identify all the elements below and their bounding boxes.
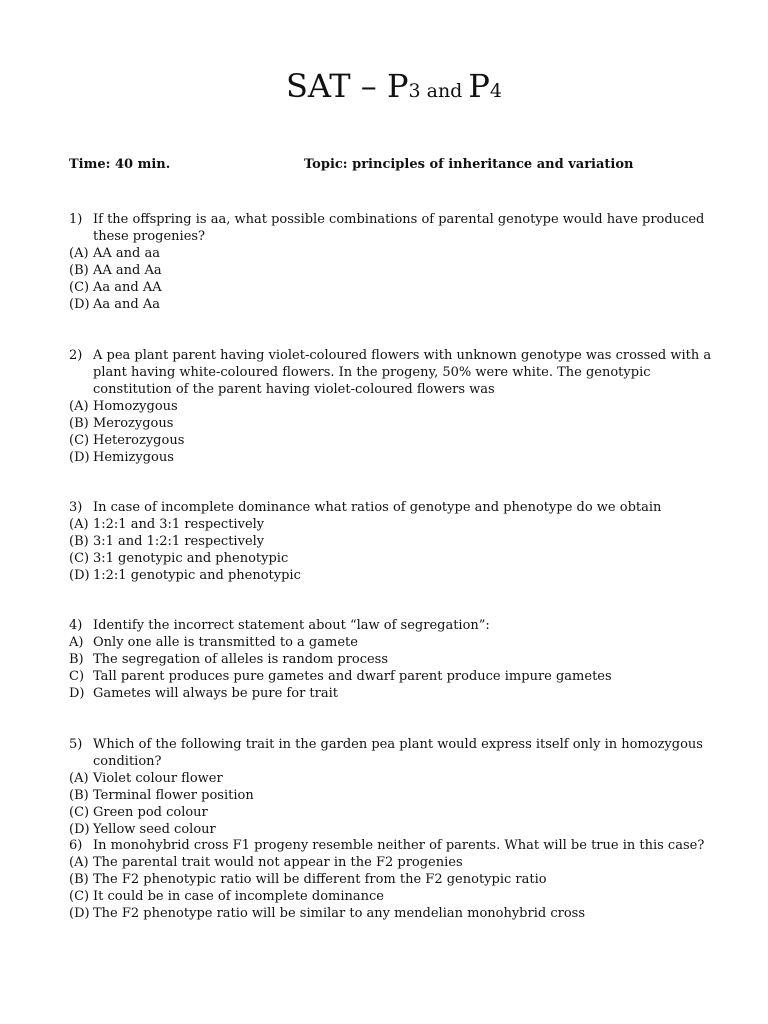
option-letter: B): [69, 652, 84, 667]
option-letter: (B): [69, 788, 89, 803]
question-2: [69, 347, 729, 466]
option-a: [69, 245, 729, 262]
option-b: [69, 787, 729, 804]
title-main: SAT – P: [285, 67, 409, 105]
question-stem: [69, 736, 729, 770]
option-d: [69, 567, 729, 584]
option-text: Yellow seed colour: [93, 822, 216, 837]
question-number: 4): [69, 618, 83, 633]
question-number: 3): [69, 500, 83, 515]
option-letter: (B): [69, 263, 89, 278]
option-a: [69, 770, 729, 787]
option-b: [69, 415, 729, 432]
option-letter: (D): [69, 450, 90, 465]
question-number: 6): [69, 838, 83, 853]
option-b: [69, 651, 729, 668]
topic-label: Topic: principles of inheritance and variation: [304, 157, 634, 172]
option-letter: (C): [69, 805, 90, 820]
option-text: Hemizygous: [93, 450, 174, 465]
option-letter: (A): [69, 246, 89, 261]
question-number: 1): [69, 212, 83, 227]
option-letter: (D): [69, 568, 90, 583]
page-title: [0, 66, 768, 111]
question-3: [69, 499, 729, 584]
option-text: The parental trait would not appear in the F2 progenies: [93, 855, 463, 870]
option-letter: A): [69, 635, 84, 650]
option-text: It could be in case of incomplete dominance: [93, 889, 384, 904]
option-text: Merozygous: [93, 416, 174, 431]
option-text: Gametes will always be pure for trait: [93, 686, 338, 701]
option-a: [69, 854, 729, 871]
question-6: [69, 837, 729, 922]
option-letter: (A): [69, 855, 89, 870]
question-4: [69, 617, 729, 702]
option-letter: D): [69, 686, 85, 701]
option-text: 3:1 genotypic and phenotypic: [93, 551, 289, 566]
option-c: [69, 279, 729, 296]
option-letter: (A): [69, 517, 89, 532]
option-text: Only one alle is transmitted to a gamete: [93, 635, 358, 650]
title-subscript-3: 3 and: [408, 80, 469, 102]
option-text: AA and aa: [93, 246, 160, 261]
option-text: The F2 phenotypic ratio will be different from the F2 genotypic ratio: [93, 872, 547, 887]
question-number: 5): [69, 737, 83, 752]
option-text: 1:2:1 genotypic and phenotypic: [93, 568, 301, 583]
option-letter: (C): [69, 280, 90, 295]
option-a: [69, 516, 729, 533]
option-d: [69, 905, 729, 922]
option-d: [69, 821, 729, 838]
option-text: 1:2:1 and 3:1 respectively: [93, 517, 265, 532]
option-c: [69, 432, 729, 449]
option-text: The F2 phenotype ratio will be similar to any mendelian monohybrid cross: [93, 906, 585, 921]
option-text: Heterozygous: [93, 433, 185, 448]
option-b: [69, 533, 729, 550]
option-letter: (C): [69, 433, 90, 448]
option-text: Terminal flower position: [93, 788, 254, 803]
option-a: [69, 634, 729, 651]
option-letter: (A): [69, 399, 89, 414]
option-c: [69, 804, 729, 821]
option-letter: (C): [69, 889, 90, 904]
question-stem: [69, 617, 729, 634]
option-text: 3:1 and 1:2:1 respectively: [93, 534, 265, 549]
question-text: In case of incomplete dominance what ratios of genotype and phenotype do we obtain: [93, 500, 662, 515]
option-letter: (C): [69, 551, 90, 566]
option-text: Aa and Aa: [93, 297, 160, 312]
question-number: 2): [69, 348, 83, 363]
option-letter: (D): [69, 906, 90, 921]
option-d: [69, 449, 729, 466]
time-label: Time: 40 min.: [69, 157, 171, 172]
question-5: [69, 736, 729, 838]
option-c: [69, 668, 729, 685]
question-text: If the offspring is aa, what possible combinations of parental genotype would have produced these progenies?: [93, 212, 705, 244]
option-text: Violet colour flower: [93, 771, 223, 786]
question-text: Identify the incorrect statement about “law of segregation”:: [93, 618, 490, 633]
option-text: Aa and AA: [93, 280, 162, 295]
option-c: [69, 550, 729, 567]
option-letter: (D): [69, 297, 90, 312]
option-d: [69, 296, 729, 313]
option-letter: (B): [69, 416, 89, 431]
option-letter: (A): [69, 771, 89, 786]
question-text: In monohybrid cross F1 progeny resemble neither of parents. What will be true in this case?: [93, 838, 705, 853]
question-stem: [69, 211, 729, 245]
option-text: AA and Aa: [93, 263, 162, 278]
option-text: Homozygous: [93, 399, 178, 414]
option-a: [69, 398, 729, 415]
question-text: A pea plant parent having violet-coloured flowers with unknown genotype was crossed with a plant having white-coloured flowers. In the progeny, 50% were white. The genotypic constitution of the parent having violet-coloured flowers was: [93, 348, 712, 397]
question-text: Which of the following trait in the garden pea plant would express itself only in homozygous condition?: [93, 737, 703, 769]
option-text: The segregation of alleles is random process: [93, 652, 389, 667]
question-stem: [69, 837, 729, 854]
option-letter: C): [69, 669, 85, 684]
option-b: [69, 871, 729, 888]
title-subscript-4: 4: [489, 80, 503, 102]
option-c: [69, 888, 729, 905]
title-p: P: [468, 67, 490, 105]
option-letter: (B): [69, 534, 89, 549]
question-stem: [69, 347, 729, 398]
question-1: [69, 211, 729, 313]
option-letter: (D): [69, 822, 90, 837]
option-text: Tall parent produces pure gametes and dwarf parent produce impure gametes: [93, 669, 612, 684]
option-b: [69, 262, 729, 279]
option-text: Green pod colour: [93, 805, 208, 820]
question-stem: [69, 499, 729, 516]
option-d: [69, 685, 729, 702]
option-letter: (B): [69, 872, 89, 887]
